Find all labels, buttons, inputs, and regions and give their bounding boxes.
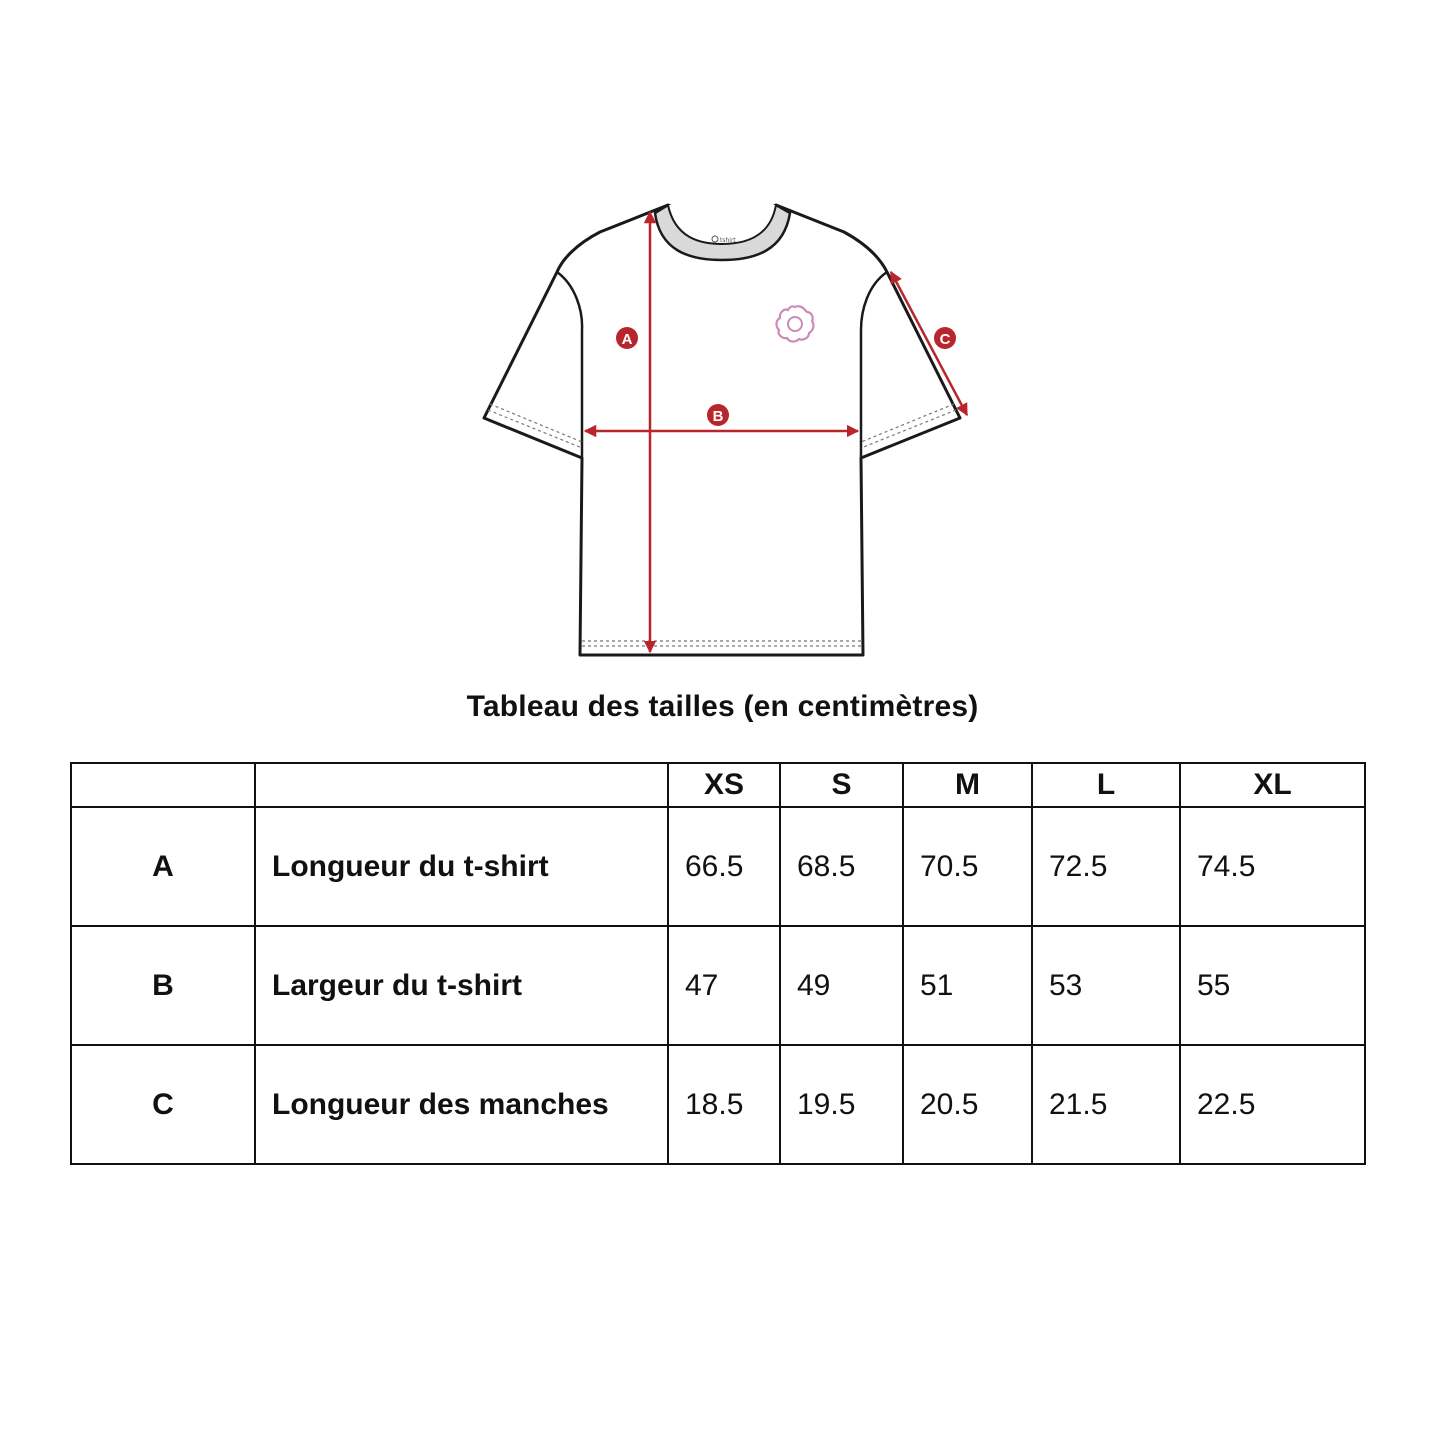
table-row (71, 807, 1365, 926)
table-row (71, 926, 1365, 1045)
header-empty-code (71, 763, 255, 807)
cell-value: 51 (903, 926, 1032, 1045)
row-label: Longueur du t-shirt (255, 807, 668, 926)
size-chart-title: Tableau des tailles (en centimètres) (466, 690, 979, 723)
header-size-xs: XS (668, 763, 780, 807)
cell-value: 49 (780, 926, 903, 1045)
cell-value: 55 (1180, 926, 1365, 1045)
marker-c-label: C (939, 331, 951, 348)
cell-value: 20.5 (903, 1045, 1032, 1164)
header-size-l: L (1032, 763, 1180, 807)
cell-value: 53 (1032, 926, 1180, 1045)
cell-value: 21.5 (1032, 1045, 1180, 1164)
cell-value: 68.5 (780, 807, 903, 926)
row-label: Largeur du t-shirt (255, 926, 668, 1045)
table-row (71, 1045, 1365, 1164)
cell-value: 66.5 (668, 807, 780, 926)
cell-value: 47 (668, 926, 780, 1045)
cell-value: 72.5 (1032, 807, 1180, 926)
marker-a-label: A (621, 331, 633, 348)
neck-label-text: tshirt (720, 237, 736, 244)
cell-value: 18.5 (668, 1045, 780, 1164)
table-header-row (71, 763, 1365, 807)
cell-value: 70.5 (903, 807, 1032, 926)
header-size-m: M (903, 763, 1032, 807)
row-code: A (71, 807, 255, 926)
tshirt-diagram (0, 0, 1445, 680)
cell-value: 22.5 (1180, 1045, 1365, 1164)
header-empty-label (255, 763, 668, 807)
row-code: C (71, 1045, 255, 1164)
size-table (70, 762, 1366, 1165)
row-label: Longueur des manches (255, 1045, 668, 1164)
marker-b-label: B (712, 408, 724, 425)
header-size-xl: XL (1180, 763, 1365, 807)
header-size-s: S (780, 763, 903, 807)
cell-value: 74.5 (1180, 807, 1365, 926)
row-code: B (71, 926, 255, 1045)
cell-value: 19.5 (780, 1045, 903, 1164)
